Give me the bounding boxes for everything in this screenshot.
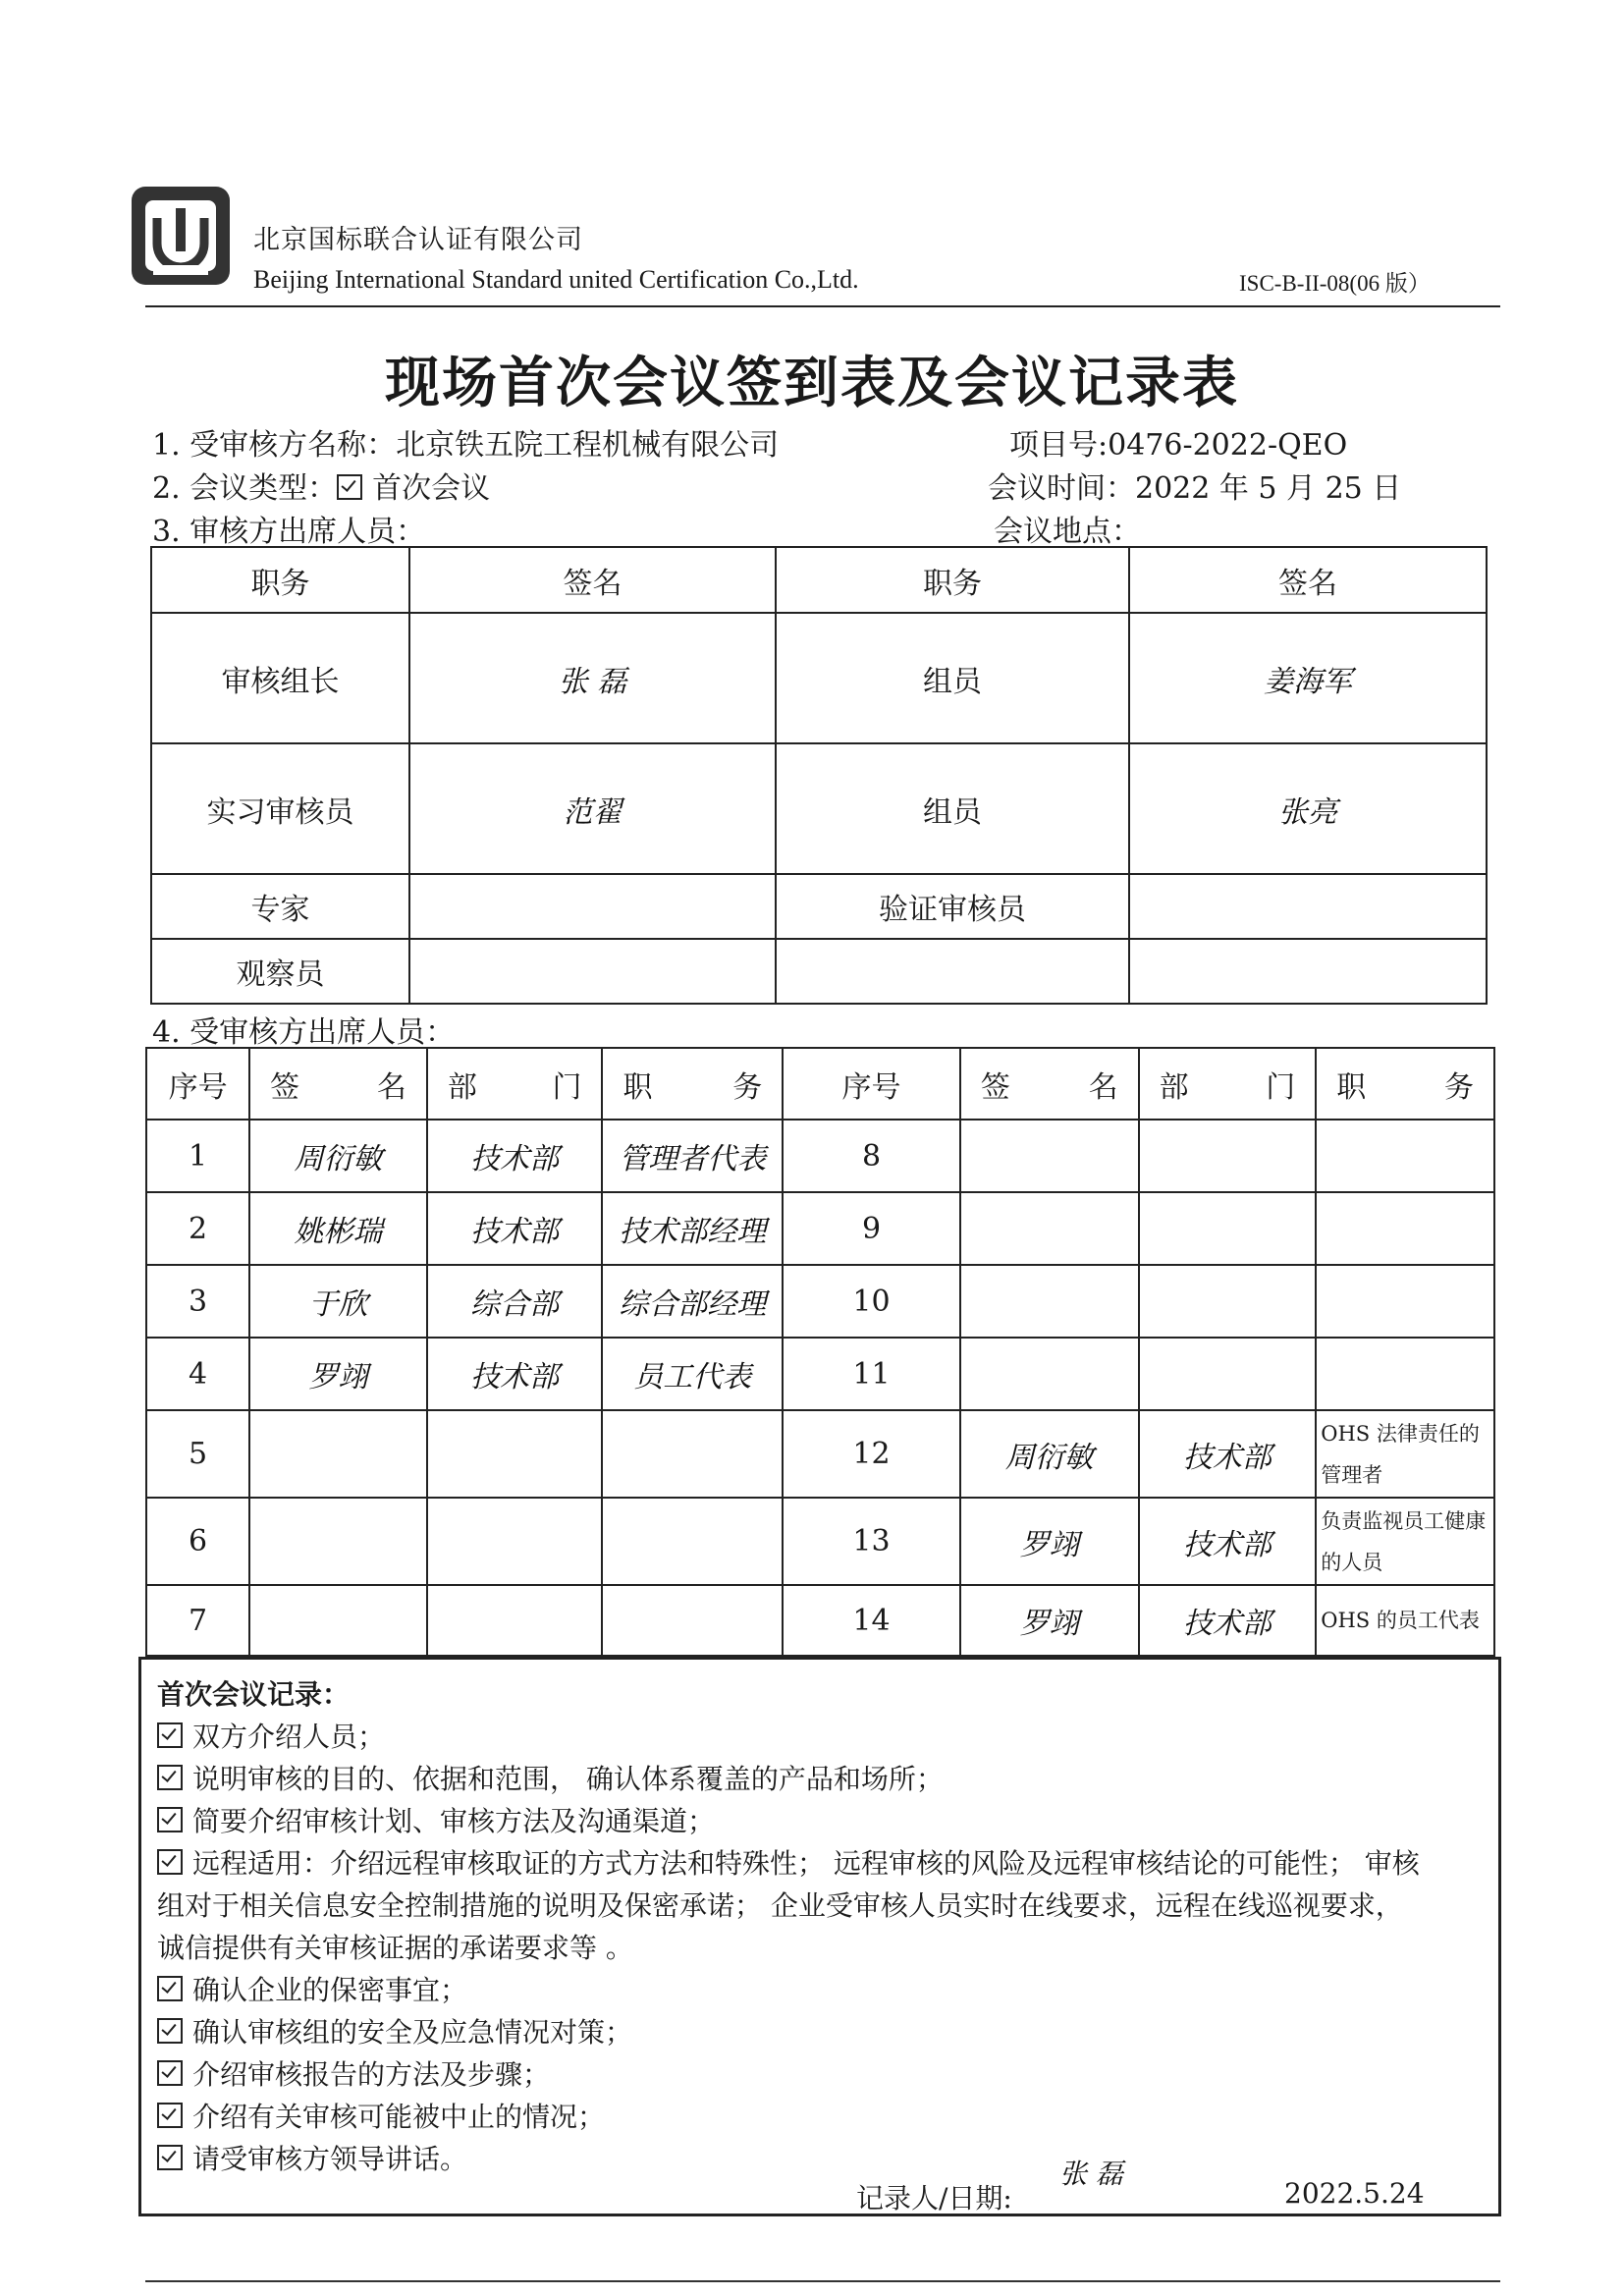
- signature-cell: [409, 939, 776, 1004]
- number-cell: 6: [146, 1498, 249, 1585]
- header-cell: 签名: [409, 547, 776, 613]
- signature-cell: 范翟: [409, 743, 776, 874]
- header-char: 名: [376, 1069, 406, 1105]
- meeting-type-value: 首次会议: [372, 471, 491, 506]
- meeting-type: [152, 464, 490, 507]
- header-cell: 签名: [1129, 547, 1487, 613]
- checkbox-icon: [157, 1722, 183, 1748]
- header-cell: [1139, 1048, 1317, 1120]
- record-item-text: 介绍有关审核可能被中止的情况；: [192, 2101, 606, 2133]
- record-item: [157, 1842, 1420, 1882]
- meeting-place: 会议地点：: [994, 515, 1141, 549]
- department-cell: [427, 1585, 603, 1656]
- header-char: 序: [168, 1069, 198, 1105]
- auditor-signin-table: [150, 546, 1488, 1005]
- record-item-continuation: 诚信提供有关审核证据的承诺要求等 。: [157, 1932, 633, 1964]
- role-cell: 组员: [776, 743, 1129, 874]
- checkbox-icon: [157, 1976, 183, 2001]
- signature-cell: 周衍敏: [249, 1120, 427, 1192]
- header-char: 序: [841, 1069, 872, 1105]
- number-cell: 7: [146, 1585, 249, 1656]
- record-item-text: 介绍审核报告的方法及步骤；: [192, 2058, 551, 2091]
- record-item-text: 请受审核方领导讲话。: [192, 2143, 468, 2175]
- number-cell: 14: [783, 1585, 960, 1656]
- department-cell: 综合部: [427, 1265, 603, 1338]
- position-cell: [602, 1585, 783, 1656]
- auditee-signin-table: [145, 1047, 1495, 1657]
- number-cell: 12: [783, 1410, 960, 1498]
- signature-cell: [249, 1498, 427, 1585]
- checkbox-icon: [157, 2018, 183, 2044]
- signature-cell: [249, 1410, 427, 1498]
- table-header-row: [146, 1048, 1494, 1120]
- header-cell: [146, 1048, 249, 1120]
- position-cell: [1316, 1265, 1494, 1338]
- position-cell: 技术部经理: [602, 1192, 783, 1265]
- header-char: 部: [1159, 1069, 1189, 1105]
- role-cell: 组员: [776, 613, 1129, 743]
- header-cell: [783, 1048, 960, 1120]
- department-cell: [1139, 1120, 1317, 1192]
- header-cell: [960, 1048, 1139, 1120]
- table-row: [146, 1410, 1494, 1498]
- position-cell: 综合部经理: [602, 1265, 783, 1338]
- record-item-continuation: 组对于相关信息安全控制措施的说明及保密承诺； 企业受审核人员实时在线要求，远程在线巡视要求，: [157, 1889, 1403, 1922]
- project-number: 项目号:0476-2022-QEO: [1009, 428, 1348, 463]
- signature-cell: [960, 1120, 1139, 1192]
- signature-cell: 姜海军: [1129, 613, 1487, 743]
- position-cell: 员工代表: [602, 1338, 783, 1410]
- checkbox-icon: [157, 1849, 183, 1875]
- record-item-text: 简要介绍审核计划、审核方法及沟通渠道；: [192, 1805, 716, 1837]
- record-item: [157, 2138, 467, 2177]
- header-cell: 职务: [776, 547, 1129, 613]
- number-cell: 11: [783, 1338, 960, 1410]
- header-char: 签: [270, 1069, 300, 1105]
- checkbox-icon: [157, 1807, 183, 1832]
- header-cell: 职务: [151, 547, 409, 613]
- table-row: [146, 1498, 1494, 1585]
- signature-cell: 姚彬瑞: [249, 1192, 427, 1265]
- number-cell: 9: [783, 1192, 960, 1265]
- role-cell: 专家: [151, 874, 409, 939]
- number-cell: 4: [146, 1338, 249, 1410]
- record-item: [157, 1800, 715, 1839]
- signature-cell: 张亮: [1129, 743, 1487, 874]
- recorder-signature: 张 磊: [1059, 2158, 1123, 2190]
- table-row: [146, 1120, 1494, 1192]
- signature-cell: 罗翊: [960, 1585, 1139, 1656]
- meeting-record-box: [138, 1657, 1501, 2216]
- position-cell: [602, 1410, 783, 1498]
- department-cell: 技术部: [427, 1120, 603, 1192]
- header-char: 务: [732, 1069, 763, 1105]
- meeting-time: 会议时间：2022 年 5 月 25 日: [988, 471, 1402, 506]
- position-cell: 管理者代表: [602, 1120, 783, 1192]
- footer-divider: [145, 2280, 1500, 2282]
- department-cell: [1139, 1265, 1317, 1338]
- record-item: [157, 2011, 632, 2050]
- department-cell: 技术部: [1139, 1585, 1317, 1656]
- number-cell: 13: [783, 1498, 960, 1585]
- signature-cell: [249, 1585, 427, 1656]
- position-cell: 负责监视员工健康的人员: [1316, 1498, 1494, 1585]
- signature-cell: [1129, 939, 1487, 1004]
- record-date: 2022.5.24: [1284, 2177, 1425, 2210]
- department-cell: [1139, 1192, 1317, 1265]
- record-item-text: 远程适用：介绍远程审核取证的方式方法和特殊性； 远程审核的风险及远程审核结论的可能性； 审核: [192, 1847, 1420, 1880]
- record-item-text: 说明审核的目的、依据和范围， 确认体系覆盖的产品和场所；: [192, 1763, 944, 1795]
- record-item: [157, 1758, 944, 1797]
- header-char: 职: [623, 1069, 653, 1105]
- checkbox-icon: [157, 2145, 183, 2170]
- record-item-text: 确认企业的保密事宜；: [192, 1974, 468, 2006]
- number-cell: 8: [783, 1120, 960, 1192]
- number-cell: 3: [146, 1265, 249, 1338]
- record-item: [157, 2096, 605, 2135]
- auditor-attendees-label: 3. 审核方出席人员：: [152, 515, 426, 549]
- department-cell: [427, 1498, 603, 1585]
- header-char: 号: [197, 1069, 228, 1105]
- role-cell: 验证审核员: [776, 874, 1129, 939]
- record-item: [157, 1716, 385, 1755]
- signature-cell: 于欣: [249, 1265, 427, 1338]
- signature-cell: [1129, 874, 1487, 939]
- auditee-attendees-label: 4. 受审核方出席人员：: [152, 1015, 456, 1050]
- header-cell: [602, 1048, 783, 1120]
- table-row: [146, 1192, 1494, 1265]
- position-cell: OHS 的员工代表: [1316, 1585, 1494, 1656]
- checkbox-icon: [157, 2060, 183, 2086]
- signature-cell: 罗翊: [249, 1338, 427, 1410]
- table-header-row: [151, 547, 1487, 613]
- company-name-en: Beijing International Standard united Certification Co.,Ltd.: [253, 265, 859, 294]
- table-row: [146, 1585, 1494, 1656]
- header-char: 号: [871, 1069, 901, 1105]
- table-row: [151, 613, 1487, 743]
- signature-cell: [409, 874, 776, 939]
- signature-cell: [960, 1265, 1139, 1338]
- department-cell: 技术部: [427, 1192, 603, 1265]
- position-cell: [1316, 1120, 1494, 1192]
- header-char: 名: [1088, 1069, 1118, 1105]
- role-cell: 审核组长: [151, 613, 409, 743]
- meeting-type-label: 2. 会议类型：: [152, 471, 338, 506]
- position-cell: OHS 法律责任的管理者: [1316, 1410, 1494, 1498]
- record-item-text: 确认审核组的安全及应急情况对策；: [192, 2016, 633, 2049]
- position-cell: [602, 1498, 783, 1585]
- table-row: [151, 743, 1487, 874]
- number-cell: 1: [146, 1120, 249, 1192]
- header-cell: [427, 1048, 603, 1120]
- number-cell: 5: [146, 1410, 249, 1498]
- header-cell: [249, 1048, 427, 1120]
- checkbox-icon: [157, 1765, 183, 1790]
- role-cell: [776, 939, 1129, 1004]
- role-cell: 观察员: [151, 939, 409, 1004]
- header-char: 务: [1444, 1069, 1474, 1105]
- record-item: [157, 2053, 550, 2093]
- signature-cell: [960, 1338, 1139, 1410]
- record-item: [157, 1969, 467, 2008]
- signature-cell: [960, 1192, 1139, 1265]
- table-row: [151, 939, 1487, 1004]
- department-cell: 技术部: [1139, 1410, 1317, 1498]
- page-title: 现场首次会议签到表及会议记录表: [385, 352, 1239, 415]
- header-char: 职: [1336, 1069, 1367, 1105]
- role-cell: 实习审核员: [151, 743, 409, 874]
- recorder-label: 记录人/日期:: [856, 2182, 1012, 2214]
- department-cell: [1139, 1338, 1317, 1410]
- number-cell: 2: [146, 1192, 249, 1265]
- department-cell: 技术部: [1139, 1498, 1317, 1585]
- auditee-name: 1. 受审核方名称：北京铁五院工程机械有限公司: [152, 428, 780, 463]
- checkbox-icon: [337, 474, 362, 500]
- signature-cell: 周衍敏: [960, 1410, 1139, 1498]
- department-cell: [427, 1410, 603, 1498]
- company-name-cn: 北京国标联合认证有限公司: [253, 225, 583, 255]
- header-char: 门: [552, 1069, 582, 1105]
- form-code: ISC-B-II-08(06 版）: [1239, 271, 1431, 296]
- company-logo-icon: [128, 183, 234, 289]
- position-cell: [1316, 1192, 1494, 1265]
- header-char: 门: [1266, 1069, 1296, 1105]
- header-char: 签: [980, 1069, 1010, 1105]
- table-row: [146, 1265, 1494, 1338]
- position-cell: [1316, 1338, 1494, 1410]
- signature-cell: 罗翊: [960, 1498, 1139, 1585]
- signature-cell: 张 磊: [409, 613, 776, 743]
- department-cell: 技术部: [427, 1338, 603, 1410]
- table-row: [146, 1338, 1494, 1410]
- header-cell: [1316, 1048, 1494, 1120]
- header-divider: [145, 305, 1500, 307]
- record-item-text: 双方介绍人员；: [192, 1721, 386, 1753]
- number-cell: 10: [783, 1265, 960, 1338]
- header-char: 部: [447, 1069, 477, 1105]
- checkbox-icon: [157, 2103, 183, 2128]
- record-heading: 首次会议记录：: [157, 1678, 351, 1711]
- table-row: [151, 874, 1487, 939]
